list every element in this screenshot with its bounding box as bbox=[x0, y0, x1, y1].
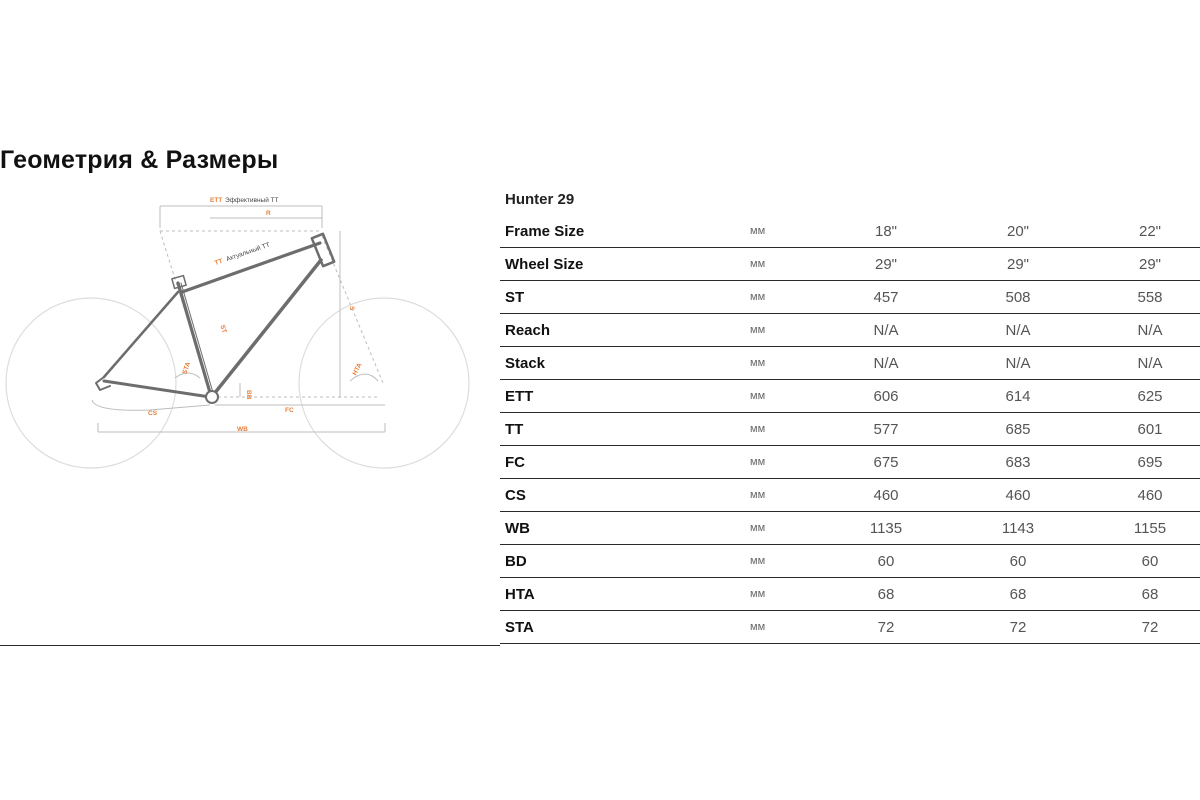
size-value: 508 bbox=[952, 281, 1084, 314]
size-value: 685 bbox=[952, 413, 1084, 446]
size-value: 29" bbox=[820, 248, 952, 281]
size-value: 22" bbox=[1084, 215, 1200, 248]
table-row bbox=[500, 215, 1200, 248]
unit-label: мм bbox=[735, 479, 820, 512]
size-value: N/A bbox=[820, 314, 952, 347]
size-value: 457 bbox=[820, 281, 952, 314]
table-row bbox=[500, 479, 1200, 512]
wb-label: WB bbox=[237, 426, 248, 433]
param-name: Wheel Size bbox=[500, 248, 735, 281]
size-value: 675 bbox=[820, 446, 952, 479]
unit-label: мм bbox=[735, 248, 820, 281]
ett-label: ETT bbox=[210, 197, 223, 204]
size-value: 60 bbox=[820, 545, 952, 578]
table-row bbox=[500, 380, 1200, 413]
size-value: 1135 bbox=[820, 512, 952, 545]
bike-geometry-diagram bbox=[0, 185, 480, 475]
param-name: Reach bbox=[500, 314, 735, 347]
size-value: 683 bbox=[952, 446, 1084, 479]
bb-label: BB bbox=[245, 390, 252, 400]
size-value: 614 bbox=[952, 380, 1084, 413]
unit-label: мм bbox=[735, 347, 820, 380]
param-name: Stack bbox=[500, 347, 735, 380]
size-value: 72 bbox=[820, 611, 952, 644]
size-value: 606 bbox=[820, 380, 952, 413]
size-value: 72 bbox=[1084, 611, 1200, 644]
size-value: N/A bbox=[952, 347, 1084, 380]
param-name: FC bbox=[500, 446, 735, 479]
size-value: 18" bbox=[820, 215, 952, 248]
param-name: TT bbox=[500, 413, 735, 446]
size-value: 60 bbox=[1084, 545, 1200, 578]
size-value: 460 bbox=[820, 479, 952, 512]
size-value: 68 bbox=[952, 578, 1084, 611]
param-name: ST bbox=[500, 281, 735, 314]
unit-label: мм bbox=[735, 611, 820, 644]
param-name: WB bbox=[500, 512, 735, 545]
table-row bbox=[500, 578, 1200, 611]
size-value: 29" bbox=[1084, 248, 1200, 281]
unit-label: мм bbox=[735, 215, 820, 248]
param-name: ETT bbox=[500, 380, 735, 413]
table-row bbox=[500, 281, 1200, 314]
param-name: CS bbox=[500, 479, 735, 512]
table-row bbox=[500, 248, 1200, 281]
unit-label: мм bbox=[735, 545, 820, 578]
table-row bbox=[500, 314, 1200, 347]
r-label: R bbox=[266, 210, 271, 217]
size-value: N/A bbox=[820, 347, 952, 380]
tt-desc-label: Актуальный ТТ bbox=[225, 241, 271, 264]
size-value: 460 bbox=[952, 479, 1084, 512]
unit-label: мм bbox=[735, 380, 820, 413]
hta-label: HTA bbox=[351, 361, 364, 377]
size-value: 1143 bbox=[952, 512, 1084, 545]
size-value: 695 bbox=[1084, 446, 1200, 479]
table-row bbox=[500, 446, 1200, 479]
cs-label: CS bbox=[148, 410, 158, 417]
table-row bbox=[500, 611, 1200, 644]
tt-label: TT bbox=[213, 257, 224, 267]
fc-label: FC bbox=[285, 407, 294, 414]
size-value: 68 bbox=[1084, 578, 1200, 611]
param-name: Frame Size bbox=[500, 215, 735, 248]
unit-label: мм bbox=[735, 413, 820, 446]
model-name: Hunter 29 bbox=[505, 191, 575, 208]
unit-label: мм bbox=[735, 281, 820, 314]
size-value: 60 bbox=[952, 545, 1084, 578]
table-row bbox=[500, 347, 1200, 380]
size-value: N/A bbox=[952, 314, 1084, 347]
size-value: 1155 bbox=[1084, 512, 1200, 545]
unit-label: мм bbox=[735, 446, 820, 479]
size-value: 29" bbox=[952, 248, 1084, 281]
size-value: N/A bbox=[1084, 314, 1200, 347]
divider bbox=[0, 645, 500, 646]
page-title: Геометрия & Размеры bbox=[0, 146, 279, 174]
param-name: STA bbox=[500, 611, 735, 644]
unit-label: мм bbox=[735, 314, 820, 347]
s-label: S bbox=[348, 306, 355, 311]
size-value: 558 bbox=[1084, 281, 1200, 314]
front-wheel bbox=[299, 298, 469, 468]
param-name: BD bbox=[500, 545, 735, 578]
size-value: 72 bbox=[952, 611, 1084, 644]
param-name: HTA bbox=[500, 578, 735, 611]
unit-label: мм bbox=[735, 578, 820, 611]
geometry-table bbox=[500, 215, 1200, 644]
ett-desc-label: Эффективный ТТ bbox=[225, 197, 279, 204]
sta-label: STA bbox=[181, 361, 193, 376]
unit-label: мм bbox=[735, 512, 820, 545]
size-value: 601 bbox=[1084, 413, 1200, 446]
size-value: 460 bbox=[1084, 479, 1200, 512]
guide-lines bbox=[92, 206, 385, 432]
table-row bbox=[500, 413, 1200, 446]
st-label: ST bbox=[218, 324, 228, 335]
size-value: 577 bbox=[820, 413, 952, 446]
size-value: 68 bbox=[820, 578, 952, 611]
size-value: 20" bbox=[952, 215, 1084, 248]
size-value: N/A bbox=[1084, 347, 1200, 380]
table-row bbox=[500, 545, 1200, 578]
size-value: 625 bbox=[1084, 380, 1200, 413]
table-row bbox=[500, 512, 1200, 545]
